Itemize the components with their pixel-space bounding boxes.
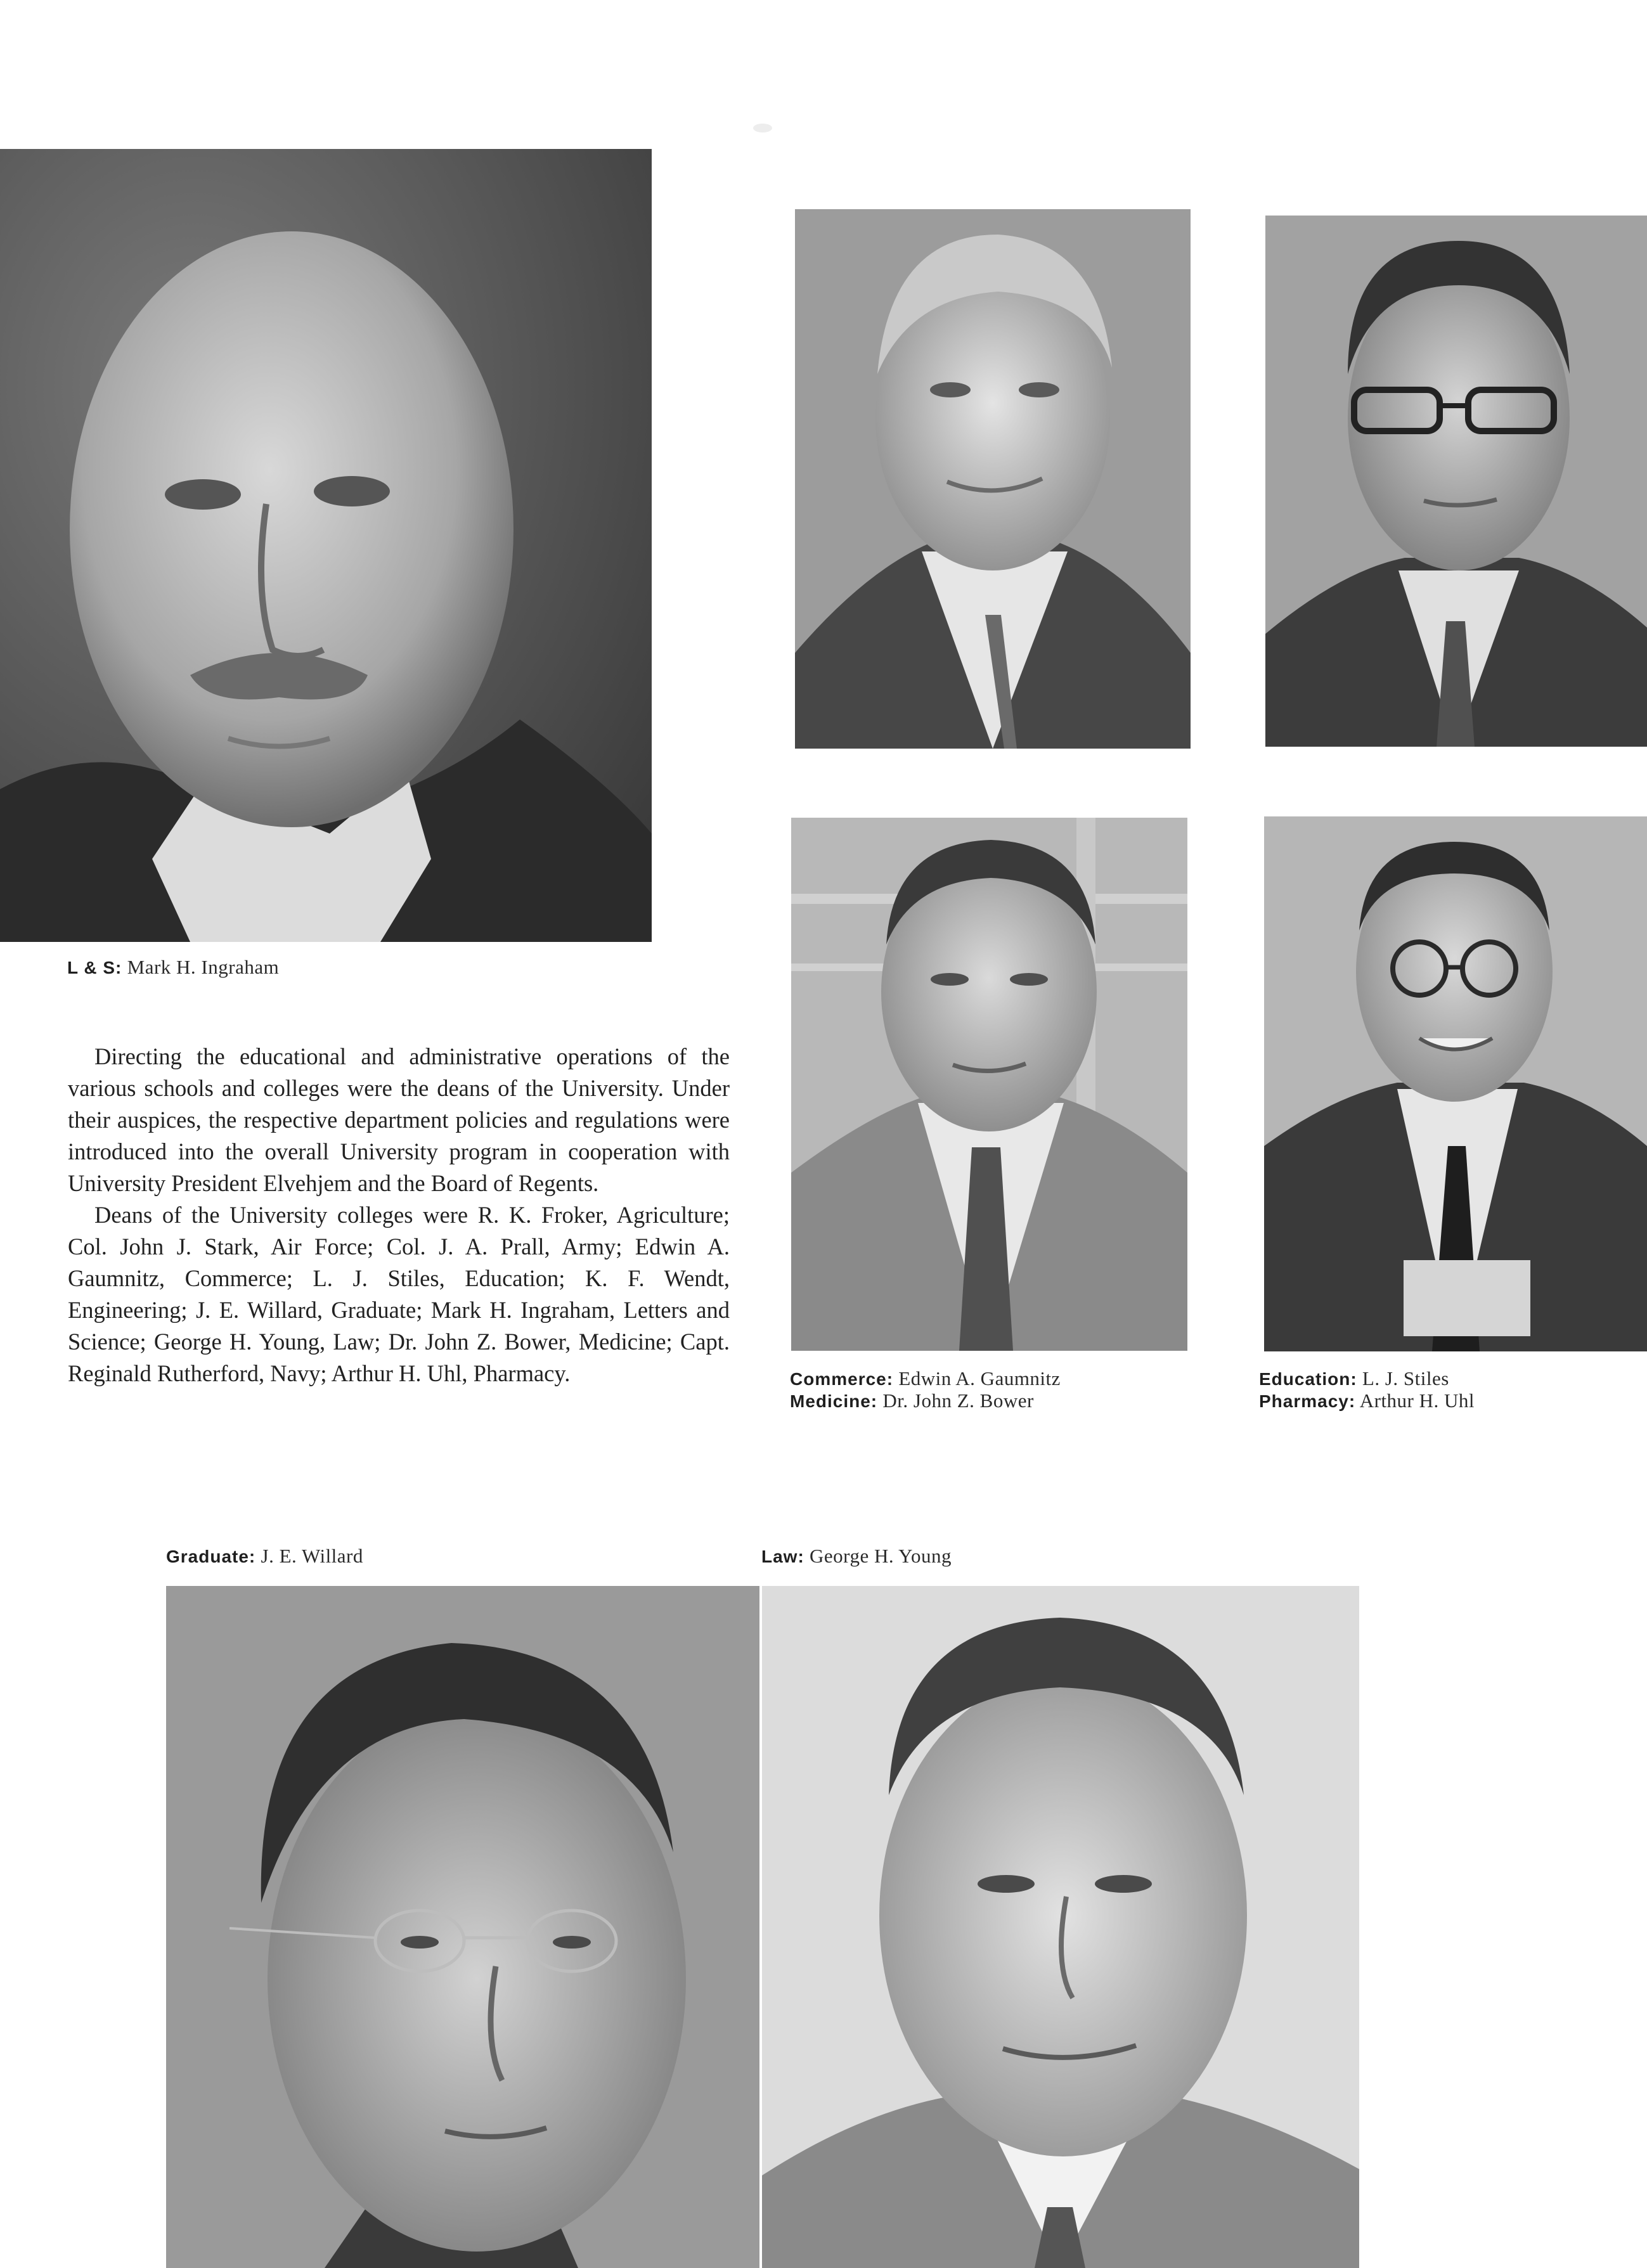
- caption-label: Graduate:: [166, 1547, 256, 1566]
- body-text: [68, 1041, 730, 1389]
- portrait-photo-stiles: [1264, 816, 1647, 1351]
- caption-label: Commerce:: [790, 1369, 894, 1389]
- caption-label: Education:: [1259, 1369, 1357, 1389]
- portrait-photo-willard: [166, 1586, 759, 2268]
- caption-name: L. J. Stiles: [1362, 1367, 1449, 1389]
- caption-label: L & S:: [67, 958, 122, 977]
- caption-ingraham: [67, 957, 279, 979]
- caption-willard: [166, 1545, 363, 1568]
- body-paragraph: Directing the educational and administrative operations of the various schools and colleges were the deans of the University. Under their auspices, the respective department policies and regulations were introduced into the overall University program in cooperation with University President Elvehjem and the Board of Regents.: [68, 1043, 730, 1196]
- caption-name: J. E. Willard: [261, 1545, 363, 1567]
- body-paragraph: Deans of the University colleges were R. K. Froker, Agriculture; Col. John J. Stark, Air Force; Col. J. A. Prall, Army; Edwin A. Gaumnitz, Commerce; L. J. Stiles, Education; K. F. Wendt, Engineering; J. E. Willard, Graduate; Mark H. Ingraham, Letters and Science; George H. Young, Law; Dr. John Z. Bower, Medicine; Capt. Reginald Rutherford, Navy; Arthur H. Uhl, Pharmacy.: [68, 1202, 730, 1386]
- paper-speck: [753, 124, 772, 132]
- caption-label: Law:: [761, 1547, 804, 1566]
- portrait-photo-gaumnitz: [791, 818, 1187, 1351]
- portrait-photo-uhl: [1265, 216, 1647, 747]
- portrait-photo-young: [762, 1586, 1359, 2268]
- caption-name: Mark H. Ingraham: [127, 956, 280, 978]
- portrait-photo-bower: [795, 209, 1191, 749]
- caption-name: Edwin A. Gaumnitz: [898, 1367, 1061, 1389]
- caption-commerce-medicine: [790, 1368, 1061, 1412]
- caption-label: Medicine:: [790, 1391, 878, 1411]
- caption-education-pharmacy: [1259, 1368, 1475, 1412]
- caption-name: Arthur H. Uhl: [1359, 1389, 1475, 1412]
- portrait-photo-ingraham: [0, 149, 652, 942]
- caption-young: [761, 1545, 952, 1568]
- caption-name: Dr. John Z. Bower: [882, 1389, 1034, 1412]
- caption-name: George H. Young: [810, 1545, 952, 1567]
- caption-label: Pharmacy:: [1259, 1391, 1356, 1411]
